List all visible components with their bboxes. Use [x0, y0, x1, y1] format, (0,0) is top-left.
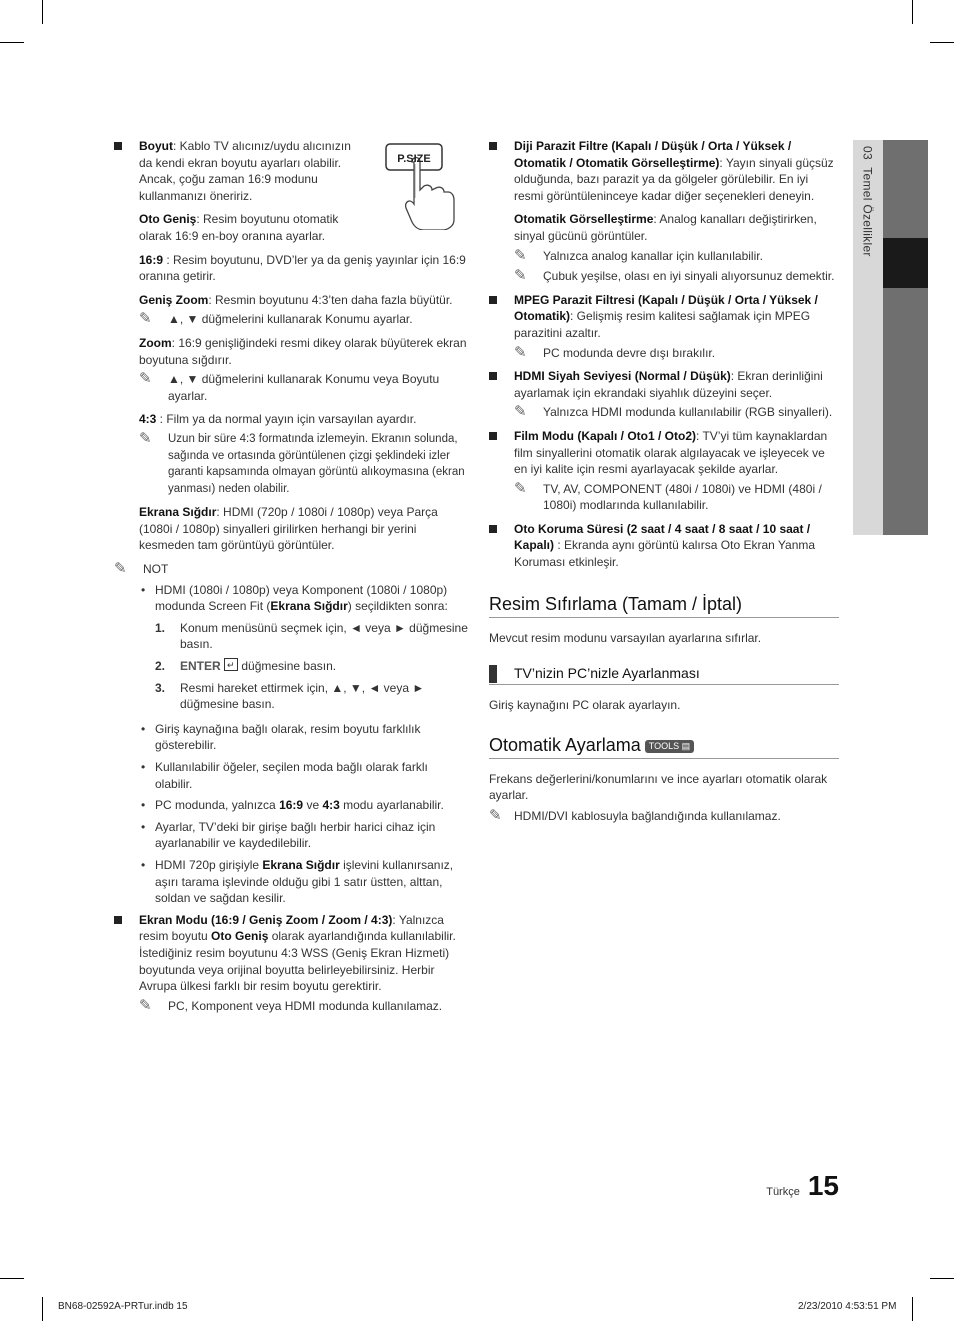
- square-bullet-icon: [489, 432, 497, 440]
- bullet-dot-icon: •: [141, 857, 146, 872]
- film-modu-item: [489, 428, 839, 478]
- tools-label: TOOLS: [648, 740, 680, 751]
- heading-resim-sifirlama: Resim Sıfırlama (Tamam / İptal): [489, 593, 839, 618]
- page-footer: [766, 1170, 839, 1201]
- not-list: [114, 582, 468, 907]
- page-number: 15: [807, 1170, 839, 1201]
- list-item: [139, 797, 468, 814]
- crop-mark: [42, 1297, 43, 1321]
- term: Ekrana Sığdır: [270, 599, 348, 614]
- note-konum-boyut: [139, 371, 468, 404]
- bullet-dot-icon: •: [141, 798, 146, 813]
- note-pencil-icon: ✎: [514, 479, 527, 497]
- zoom-text: : 16:9 genişliğindeki resmi dikey olarak büyüterek ekran boyutuna sığdırır.: [139, 335, 467, 367]
- ekran-modu-item: [114, 912, 468, 995]
- r43-text: : Film ya da normal yayın için varsayılan ayardır.: [156, 412, 417, 427]
- step-text: Resmi hareket ettirmek için, ▲, ▼, ◄ veya ► düğmesine basın.: [180, 680, 425, 712]
- otomatik-gorsel-para: [489, 211, 839, 244]
- note-text: Uzun bir süre 4:3 formatında izlemeyin. Ekranın solunda, sağında ve ortasında görüntülenen çizgi şeklindeki izler garanti kapsamında olmayan görüntü alıkoymasına (ekran yanması) neden olabilir.: [168, 432, 465, 495]
- square-bullet-icon: [489, 142, 497, 150]
- note-pencil-icon: ✎: [139, 310, 152, 328]
- step-3: [155, 680, 468, 713]
- note-pencil-icon: ✎: [514, 246, 527, 264]
- heading-text: TV’nizin PC’nizle Ayarlanması: [514, 665, 700, 682]
- text: Giriş kaynağına bağlı olarak, resim boyutu farklılık gösterebilir.: [155, 721, 421, 753]
- note-pencil-icon: ✎: [489, 807, 502, 825]
- chapter-title: Temel Özellikler: [860, 167, 875, 257]
- step-number: 2.: [155, 659, 166, 674]
- oto-koruma-item: [489, 521, 839, 571]
- footer-language: Türkçe: [766, 1186, 800, 1198]
- list-item: [139, 721, 468, 754]
- term: Ekrana Sığdır: [262, 857, 340, 872]
- note-pencil-icon: ✎: [514, 267, 527, 285]
- oto-koruma-term: Oto Koruma Süresi (2 saat / 4 saat / 8 saat / 10 saat / Kapalı): [514, 521, 811, 553]
- text: PC modunda, yalnızca: [155, 798, 280, 813]
- ekrana-text: : HDMI (720p / 1080i / 1080p) veya Parça (1080i / 1080p) sinyalleri girilirken herhangi bir yerini kesmeden tam görüntüyü görüntüler.: [139, 505, 438, 553]
- note-text: Çubuk yeşilse, olası en iyi sinyali alıyorsunuz demektir.: [543, 269, 835, 284]
- term: Oto Geniş: [211, 929, 269, 944]
- diji-text: : Yayın sinyali güçsüz olduğunda, bazı parazit ya da gölgeler görülebilir. En iyi resmi görüntüleninceye kadar diğer seçenekleri deneyin.: [514, 155, 834, 203]
- square-bullet-icon: [489, 372, 497, 380]
- step-2: [155, 658, 468, 675]
- note-text: ▲, ▼ düğmelerini kullanarak Konumu veya Boyutu ayarlar.: [168, 372, 440, 403]
- genis-zoom-term: Geniş Zoom: [139, 292, 209, 307]
- bullet-dot-icon: •: [141, 721, 146, 736]
- step-text: düğmesine basın.: [238, 659, 337, 674]
- text: HDMI 720p girişiyle: [155, 857, 263, 872]
- note-text: Yalnızca HDMI modunda kullanılabilir (RGB sinyalleri).: [543, 405, 833, 420]
- text: Ayarlar, TV’deki bir girişe bağlı herbir harici cihaz için ayarlanabilir ve kaydedilebilir.: [155, 819, 436, 851]
- right-column: [489, 138, 839, 829]
- not-label: NOT: [143, 562, 169, 577]
- note-pencil-icon: ✎: [139, 429, 152, 447]
- psize-remote-illustration: [384, 138, 474, 230]
- list-item: [139, 819, 468, 852]
- ekran-modu-term: Ekran Modu (16:9 / Geniş Zoom / Zoom / 4:3): [139, 912, 393, 927]
- steps-list: [139, 620, 468, 713]
- note-pencil-icon: ✎: [139, 996, 152, 1014]
- note-text: ▲, ▼ düğmelerini kullanarak Konumu ayarlar.: [168, 312, 413, 327]
- note-pencil-icon: ✎: [114, 560, 127, 578]
- note-text: Yalnızca analog kanallar için kullanılabilir.: [543, 248, 763, 263]
- ekrana-sigdir-para: [114, 504, 468, 554]
- film-term: Film Modu (Kapalı / Oto1 / Oto2): [514, 428, 696, 443]
- note-konum: [139, 311, 468, 328]
- resim-sifirlama-text: Mevcut resim modunu varsayılan ayarlarına sıfırlar.: [489, 630, 762, 645]
- text: HDMI (1080i / 1080p) veya Komponent (1080i / 1080p) modunda Screen Fit (: [155, 582, 448, 614]
- bullet-dot-icon: •: [141, 819, 146, 834]
- text: ) seçildikten sonra:: [347, 599, 448, 614]
- zoom-para: [114, 335, 468, 368]
- note-pc-devre: [514, 345, 839, 362]
- crop-mark: [930, 1278, 954, 1279]
- film-text: : TV’yi tüm kaynaklardan film sinyallerini otomatik olarak algılayacak ve işleyecek ve en iyi kalite için resmi ayarlayacak şekilde ayarlar.: [514, 428, 828, 477]
- not-heading: [114, 561, 468, 578]
- ekrana-term: Ekrana Sığdır: [139, 505, 217, 520]
- hdmi-siyah-item: [489, 368, 839, 401]
- crop-mark: [930, 42, 954, 43]
- imprint-date: 2/23/2010 4:53:51 PM: [798, 1301, 897, 1312]
- hdmi-siyah-text: : Ekran derinliğini ayarlamak için ekrandaki siyahlık düzeyini seçer.: [514, 369, 823, 400]
- enter-icon: ↵: [224, 658, 238, 671]
- tv-pc-text: Giriş kaynağını PC olarak ayarlayın.: [489, 698, 681, 713]
- square-bullet-icon: [489, 296, 497, 304]
- mpeg-text: : Gelişmiş resim kalitesi sağlamak için MPEG parazitini azaltır.: [514, 309, 811, 340]
- note-pencil-icon: ✎: [139, 370, 152, 388]
- list-item: [139, 857, 468, 907]
- oto-genis-term: Oto Geniş: [139, 212, 197, 227]
- r43-para: [114, 411, 468, 428]
- tools-badge-icon: TOOLS ▤: [645, 740, 694, 753]
- square-bullet-icon: [489, 525, 497, 533]
- term: 16:9: [279, 798, 304, 813]
- r169-para: [114, 252, 468, 285]
- note-text: TV, AV, COMPONENT (480i / 1080i) ve HDMI (480i / 1080i) modlarında kullanılabilir.: [543, 481, 822, 513]
- term: 4:3: [322, 798, 340, 813]
- sidebar-chapter-label: [859, 146, 876, 257]
- bullet-dot-icon: •: [141, 760, 146, 774]
- imprint-file: BN68-02592A-PRTur.indb 15: [58, 1301, 188, 1312]
- note-cubuk: [514, 268, 839, 285]
- crop-mark: [0, 42, 24, 43]
- boyut-item: [114, 138, 364, 204]
- text: modu ayarlanabilir.: [339, 798, 444, 813]
- note-component: [514, 481, 839, 514]
- otomatik-gorsel-term: Otomatik Görselleştirme: [514, 212, 654, 227]
- otomatik-ayarlama-text: Frekans değerlerini/konumlarını ve ince ayarları otomatik olarak ayarlar.: [489, 771, 828, 803]
- crop-mark: [0, 1278, 24, 1279]
- list-item: [139, 582, 468, 615]
- crop-mark: [42, 0, 43, 24]
- diji-item: [489, 138, 839, 204]
- note-pencil-icon: ✎: [514, 343, 527, 361]
- step-number: 1.: [155, 620, 166, 635]
- r43-term: 4:3: [139, 412, 157, 427]
- text: : Yalnızca resim boyutu: [139, 912, 444, 944]
- oto-genis-text: : Resim boyutunu otomatik olarak 16:9 en-boy oranına ayarlar.: [139, 212, 339, 243]
- text: işlevini kullanırsanız, aşırı tarama işlevinde olduğu gibi 1 satır üstten, alttan, soldan ve sağdan kesilir.: [155, 857, 454, 906]
- bullet-dot-icon: •: [141, 582, 146, 597]
- oto-genis-para: [114, 211, 364, 244]
- genis-zoom-para: [114, 292, 468, 309]
- mpeg-term: MPEG Parazit Filtresi (Kapalı / Düşük / Orta / Yüksek / Otomatik): [514, 292, 818, 324]
- text: Kullanılabilir öğeler, seçilen moda bağlı olarak farklı olabilir.: [155, 760, 428, 791]
- crop-mark: [912, 1297, 913, 1321]
- note-43-warning: [139, 431, 468, 497]
- note-text: PC, Komponent veya HDMI modunda kullanılamaz.: [168, 998, 443, 1013]
- psize-button-label: P.SIZE: [397, 153, 431, 165]
- step-text: Konum menüsünü seçmek için, ◄ veya ► düğmesine basın.: [180, 620, 468, 652]
- zoom-term: Zoom: [139, 335, 172, 350]
- heading-tv-pc: [489, 664, 839, 685]
- sidebar-current-tab: [883, 238, 928, 288]
- heading-text: Otomatik Ayarlama: [489, 734, 641, 755]
- note-text: PC modunda devre dışı bırakılır.: [543, 345, 716, 360]
- genis-zoom-text: : Resmin boyutunu 4:3’ten daha fazla büyütür.: [208, 292, 453, 307]
- text: olarak ayarlandığında kullanılabilir. İstediğiniz resim boyutunu 4:3 WSS (Geniş Ekran Hizmeti) boyutunda veya orijinal boyutta belirleyebilirsiniz. Herbir Avrupa ülkesi farklı bir resim boyutu gerektirir.: [139, 929, 456, 994]
- heading-otomatik-ayarlama: [489, 734, 839, 759]
- otomatik-gorsel-text: : Analog kanalları değiştirirken, sinyal gücünü görüntüler.: [514, 212, 817, 243]
- note-hdmi-dvi: [489, 808, 839, 825]
- note-hdmi-rgb: [514, 404, 839, 421]
- note-text: HDMI/DVI kablosuyla bağlandığında kullanılamaz.: [514, 809, 781, 824]
- section-bar-icon: [489, 665, 497, 683]
- boyut-term: Boyut: [139, 139, 173, 153]
- boyut-text: : Kablo TV alıcınız/uydu alıcınızın da kendi ekran boyutu ayarları olabilir. Ancak, çoğu zaman 16:9 modunu kullanmanızı öneririz.: [139, 139, 351, 203]
- square-bullet-icon: [114, 142, 122, 150]
- square-bullet-icon: [114, 916, 122, 924]
- note-analog: [514, 248, 839, 265]
- list-item: [139, 759, 468, 792]
- text: ve: [303, 798, 323, 813]
- left-column: [114, 138, 468, 1018]
- diji-term: Diji Parazit Filtre (Kapalı / Düşük / Orta / Yüksek / Otomatik / Otomatik Görselleştirme): [514, 139, 792, 170]
- mpeg-item: [489, 292, 839, 342]
- r169-text: : Resim boyutunu, DVD’ler ya da geniş yayınlar için 16:9 oranına getirir.: [139, 252, 466, 284]
- hdmi-siyah-term: HDMI Siyah Seviyesi (Normal / Düşük): [514, 369, 731, 384]
- enter-label: ENTER: [180, 659, 221, 674]
- r169-term: 16:9: [139, 252, 164, 267]
- note-pencil-icon: ✎: [514, 403, 527, 421]
- crop-mark: [912, 0, 913, 24]
- sidebar-dark-panel: [883, 140, 928, 535]
- step-1: [155, 620, 468, 653]
- oto-koruma-text: : Ekranda aynı görüntü kalırsa Oto Ekran Yanma Koruması etkinleşir.: [514, 538, 816, 570]
- note-pc-komponent: [139, 998, 468, 1015]
- step-number: 3.: [155, 680, 166, 695]
- chapter-sidebar: [853, 140, 928, 535]
- chapter-number: 03: [860, 146, 875, 160]
